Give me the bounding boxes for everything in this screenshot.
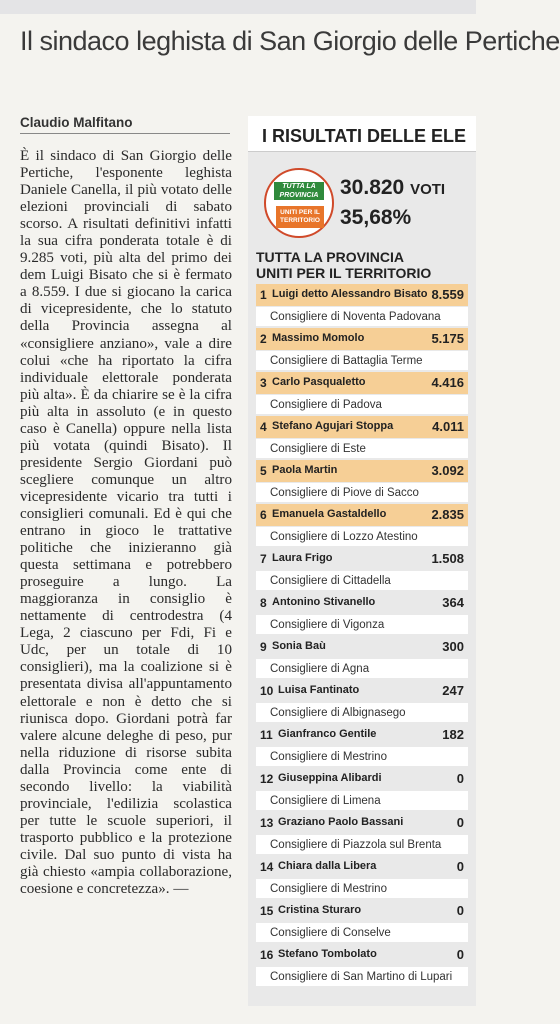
candidate-name: Laura Frigo — [272, 552, 333, 564]
votes-unit: VOTI — [410, 181, 446, 198]
candidate-row — [256, 548, 468, 570]
candidate-council: Consigliere di Albignasego — [256, 703, 468, 722]
candidate-council: Consigliere di Padova — [256, 395, 468, 414]
results-title: I RISULTATI DELLE ELE — [248, 116, 476, 152]
candidate-row — [256, 460, 468, 482]
top-strip — [0, 0, 476, 14]
vote-percentage: 35,68% — [340, 206, 412, 229]
candidate-row — [256, 636, 468, 658]
candidate-council: Consigliere di Noventa Padovana — [256, 307, 468, 326]
candidate-row — [256, 680, 468, 702]
candidate-votes: 0 — [456, 947, 464, 962]
candidate-number: 5 — [260, 464, 267, 478]
candidate-name: Gianfranco Gentile — [278, 728, 377, 740]
results-box — [248, 116, 476, 1006]
candidate-number: 1 — [260, 288, 267, 302]
candidate-name: Giuseppina Alibardi — [278, 772, 382, 784]
candidate-name: Graziano Paolo Bassani — [278, 816, 404, 828]
candidate-votes: 0 — [456, 859, 464, 874]
candidate-row — [256, 592, 468, 614]
candidate-council: Consigliere di San Martino di Lupari — [256, 967, 468, 986]
candidate-council: Consigliere di Mestrino — [256, 747, 468, 766]
candidate-votes: 5.175 — [431, 331, 464, 346]
candidate-name: Antonino Stivanello — [272, 596, 376, 608]
candidate-name: Sonia Baù — [272, 640, 326, 652]
candidate-number: 9 — [260, 640, 267, 654]
candidate-number: 10 — [260, 684, 274, 698]
candidate-name: Cristina Sturaro — [278, 904, 362, 916]
candidate-votes: 0 — [456, 771, 464, 786]
candidate-number: 15 — [260, 904, 274, 918]
candidate-number: 8 — [260, 596, 267, 610]
candidate-votes: 3.092 — [431, 463, 464, 478]
candidate-votes: 1.508 — [431, 551, 464, 566]
candidate-council: Consigliere di Agna — [256, 659, 468, 678]
candidate-votes: 8.559 — [431, 287, 464, 302]
candidate-number: 4 — [260, 420, 267, 434]
candidate-council: Consigliere di Este — [256, 439, 468, 458]
candidate-name: Chiara dalla Libera — [278, 860, 377, 872]
candidate-council: Consigliere di Battaglia Terme — [256, 351, 468, 370]
candidate-name: Stefano Tombolato — [278, 948, 377, 960]
candidate-name: Luisa Fantinato — [278, 684, 360, 696]
candidate-row — [256, 768, 468, 790]
candidate-name: Massimo Momolo — [272, 332, 365, 344]
candidate-row — [256, 856, 468, 878]
party-logo — [264, 168, 334, 238]
candidate-number: 3 — [260, 376, 267, 390]
votes-value: 30.820 — [340, 176, 405, 199]
candidate-row — [256, 328, 468, 350]
candidate-row — [256, 724, 468, 746]
candidate-number: 6 — [260, 508, 267, 522]
candidate-council: Consigliere di Vigonza — [256, 615, 468, 634]
logo-top-text: TUTTA LA PROVINCIA — [274, 182, 324, 200]
candidate-row — [256, 504, 468, 526]
candidate-votes: 0 — [456, 815, 464, 830]
candidate-number: 2 — [260, 332, 267, 346]
candidate-votes: 300 — [442, 639, 464, 654]
candidate-row — [256, 900, 468, 922]
candidate-name: Stefano Agujari Stoppa — [272, 420, 394, 432]
candidate-council: Consigliere di Mestrino — [256, 879, 468, 898]
candidate-number: 12 — [260, 772, 274, 786]
candidate-row — [256, 284, 468, 306]
candidate-council: Consigliere di Conselve — [256, 923, 468, 942]
candidate-council: Consigliere di Cittadella — [256, 571, 468, 590]
candidate-council: Consigliere di Limena — [256, 791, 468, 810]
candidate-number: 7 — [260, 552, 267, 566]
candidate-name: Paola Martin — [272, 464, 338, 476]
total-votes — [340, 176, 445, 200]
candidate-number: 11 — [260, 728, 273, 742]
candidate-name: Luigi detto Alessandro Bisato — [272, 288, 428, 300]
author-byline: Claudio Malfitano — [20, 115, 230, 134]
candidate-row — [256, 416, 468, 438]
candidate-council: Consigliere di Piazzola sul Brenta — [256, 835, 468, 854]
candidate-votes: 4.011 — [432, 419, 464, 434]
article-body — [20, 148, 232, 898]
list-name-line2: UNITI PER IL TERRITORIO — [256, 265, 432, 281]
candidate-number: 13 — [260, 816, 274, 830]
candidate-votes: 364 — [442, 595, 464, 610]
candidate-number: 16 — [260, 948, 274, 962]
candidate-row — [256, 944, 468, 966]
candidate-votes: 2.835 — [431, 507, 464, 522]
candidate-row — [256, 372, 468, 394]
candidate-votes: 247 — [442, 683, 464, 698]
candidate-council: Consigliere di Lozzo Atestino — [256, 527, 468, 546]
logo-bottom-text: UNITI PER IL TERRITORIO — [276, 206, 324, 228]
candidate-council: Consigliere di Piove di Sacco — [256, 483, 468, 502]
headline: Il sindaco leghista di San Giorgio delle Pertiche — [20, 26, 560, 56]
candidate-name: Carlo Pasqualetto — [272, 376, 366, 388]
candidate-votes: 182 — [442, 727, 464, 742]
list-name-line1: TUTTA LA PROVINCIA — [256, 249, 405, 265]
candidate-row — [256, 812, 468, 834]
article-text: È il sindaco di San Giorgio delle Pertiche, l'esponente leghista Daniele Canella, il più votato delle elezioni provinciali di sabato scorso. A risultati definitivi infatti la sua cifra ponderata totale è di 9.285 voti, più alta del primo dei dem Luigi Bisato che si è fermato a 8.559. I due si giocano la carica di vicepresidente, che lo statuto della Provincia assegna al «consigliere anziano», vale a dire colui «che ha riportato la cifra individuale elettorale ponderata più alta». È da chiarire se è la cifra più alta in assoluto (e in questo caso è Canella) oppure nella lista più votata (quindi Bisato). Il presidente Sergio Giordani può scegliere comunque un altro vicepresidente vicario tra tutti i consiglieri comunali. Ed è qui che entrano in gioco le trattative politiche che inizieranno già questa settimana e potrebbero proseguire a lungo. La maggioranza in consiglio è nettamente di centrodestra (4 Lega, 2 ciascuno per Fdi, Fi e Udc, per un totale di 10 consiglieri), ma la coalizione si è presentata divisa all'appuntamento elettorale e non è detto che si riunisca dopo. Giordani potrà far valere alcune deleghe di peso, pur nella riduzione di risorse subita dalla Provincia come ente di secondo livello: la viabilità provinciale, l'edilizia scolastica per tutte le scuole superiori, il trasporto pubblico e la protezione civile. Dal suo punto di vista ha già chiesto «ampia collaborazione, coesione e concretezza». — — [20, 148, 232, 898]
candidate-name: Emanuela Gastaldello — [272, 508, 387, 520]
candidate-votes: 4.416 — [431, 375, 464, 390]
candidate-number: 14 — [260, 860, 274, 874]
candidate-votes: 0 — [456, 903, 464, 918]
